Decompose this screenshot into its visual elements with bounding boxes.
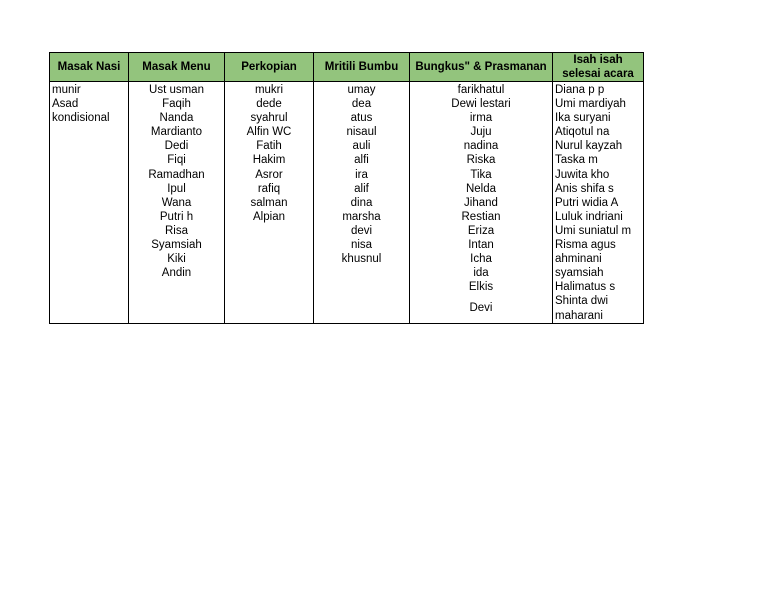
name-entry: nisaul	[346, 126, 377, 139]
names-row	[50, 82, 644, 324]
name-entry: Risma agus	[555, 239, 616, 252]
name-entry: Luluk indriani	[555, 210, 623, 223]
name-entry: Umi mardiyah	[555, 98, 626, 111]
name-entry: Ramadhan	[148, 168, 205, 181]
name-entry: Hakim	[252, 154, 286, 167]
name-entry: Anis shifa s	[555, 182, 614, 195]
name-entry: Asad	[52, 98, 79, 111]
header-bungkus-prasmanan: Bungkus" & Prasmanan	[410, 53, 553, 82]
header-mritili-bumbu: Mritili Bumbu	[314, 53, 410, 82]
name-entry: Nurul kayzah	[555, 140, 623, 153]
name-entry: Fiqi	[167, 154, 186, 167]
name-entry: Halimatus s	[555, 281, 616, 294]
name-entry: Riska	[466, 154, 496, 167]
name-entry: Restian	[461, 210, 501, 223]
header-perkopian: Perkopian	[225, 53, 314, 82]
name-entry: Taska m	[555, 154, 598, 167]
name-entry: auli	[352, 140, 371, 153]
cell-masak-nasi	[50, 82, 129, 324]
name-entry: dea	[351, 98, 372, 111]
name-entry: Tika	[470, 168, 492, 181]
name-entry: Diana p p	[555, 84, 605, 96]
name-entry: munir	[52, 84, 81, 96]
name-entry: ira	[355, 168, 368, 181]
name-entry: kondisional	[52, 112, 110, 125]
name-entry: Kiki	[167, 253, 186, 266]
name-entry: Dedi	[164, 140, 189, 153]
name-entry: Atiqotul na	[555, 126, 610, 139]
name-entry: farikhatul	[457, 84, 505, 96]
name-entry: Risa	[164, 224, 188, 237]
name-entry: nisa	[350, 239, 373, 252]
name-entry: umay	[347, 84, 376, 96]
cell-mritili-bumbu	[314, 82, 410, 324]
name-entry: dede	[256, 98, 282, 111]
name-entry: Shinta dwi	[555, 295, 609, 308]
header-masak-menu: Masak Menu	[129, 53, 225, 82]
name-entry: Juwita kho	[555, 168, 610, 181]
name-entry: devi	[350, 224, 373, 237]
name-entry: Fatih	[256, 140, 282, 153]
name-entry: nadina	[463, 140, 499, 153]
name-entry: Alfin WC	[246, 126, 292, 139]
cell-perkopian	[225, 82, 314, 324]
name-entry: syahrul	[250, 112, 288, 125]
name-entry: Dewi lestari	[451, 98, 511, 111]
name-entry: Elkis	[468, 281, 494, 294]
name-entry: Putri widia A	[555, 196, 619, 209]
name-entry: Devi	[469, 302, 493, 315]
name-entry: Wana	[161, 196, 192, 209]
name-entry: irma	[469, 112, 493, 125]
cell-isah-isah	[553, 82, 644, 324]
name-entry: Umi suniatul m	[555, 224, 632, 237]
name-entry: Nanda	[159, 112, 194, 125]
name-entry: Eriza	[467, 224, 495, 237]
name-entry: Ika suryani	[555, 112, 611, 125]
name-entry: ida	[473, 267, 489, 280]
name-entry: ahminani	[555, 253, 602, 266]
name-entry: Mardianto	[150, 126, 203, 139]
name-entry: Jihand	[464, 196, 498, 209]
name-entry: rafiq	[257, 182, 281, 195]
name-entry: Nelda	[465, 182, 497, 195]
name-entry: maharani	[555, 309, 603, 322]
header-isah-isah: Isah isah selesai acara	[553, 53, 644, 82]
cell-bungkus-prasmanan	[410, 82, 553, 324]
name-entry: atus	[350, 112, 373, 125]
duty-roster-table	[49, 52, 644, 324]
name-entry: Asror	[255, 168, 283, 181]
name-entry: dina	[350, 196, 373, 209]
name-entry: Icha	[470, 253, 492, 266]
name-entry: Faqih	[162, 98, 191, 111]
name-entry: alfi	[354, 154, 369, 167]
header-masak-nasi: Masak Nasi	[50, 53, 129, 82]
name-entry: Intan	[468, 239, 494, 252]
name-entry: salman	[250, 196, 288, 209]
name-entry: alif	[354, 182, 369, 195]
name-entry: Juju	[470, 126, 492, 139]
name-entry: mukri	[254, 84, 284, 96]
name-entry: Ust usman	[149, 84, 204, 96]
name-entry: marsha	[342, 210, 381, 223]
cell-masak-menu	[129, 82, 225, 324]
name-entry: syamsiah	[555, 267, 604, 280]
name-entry: Ipul	[167, 182, 186, 195]
header-row	[50, 53, 644, 82]
name-entry: Syamsiah	[151, 239, 202, 252]
name-entry: Putri h	[159, 210, 194, 223]
name-entry: khusnul	[341, 253, 382, 266]
name-entry: Alpian	[253, 210, 285, 223]
name-entry: Andin	[161, 267, 192, 280]
